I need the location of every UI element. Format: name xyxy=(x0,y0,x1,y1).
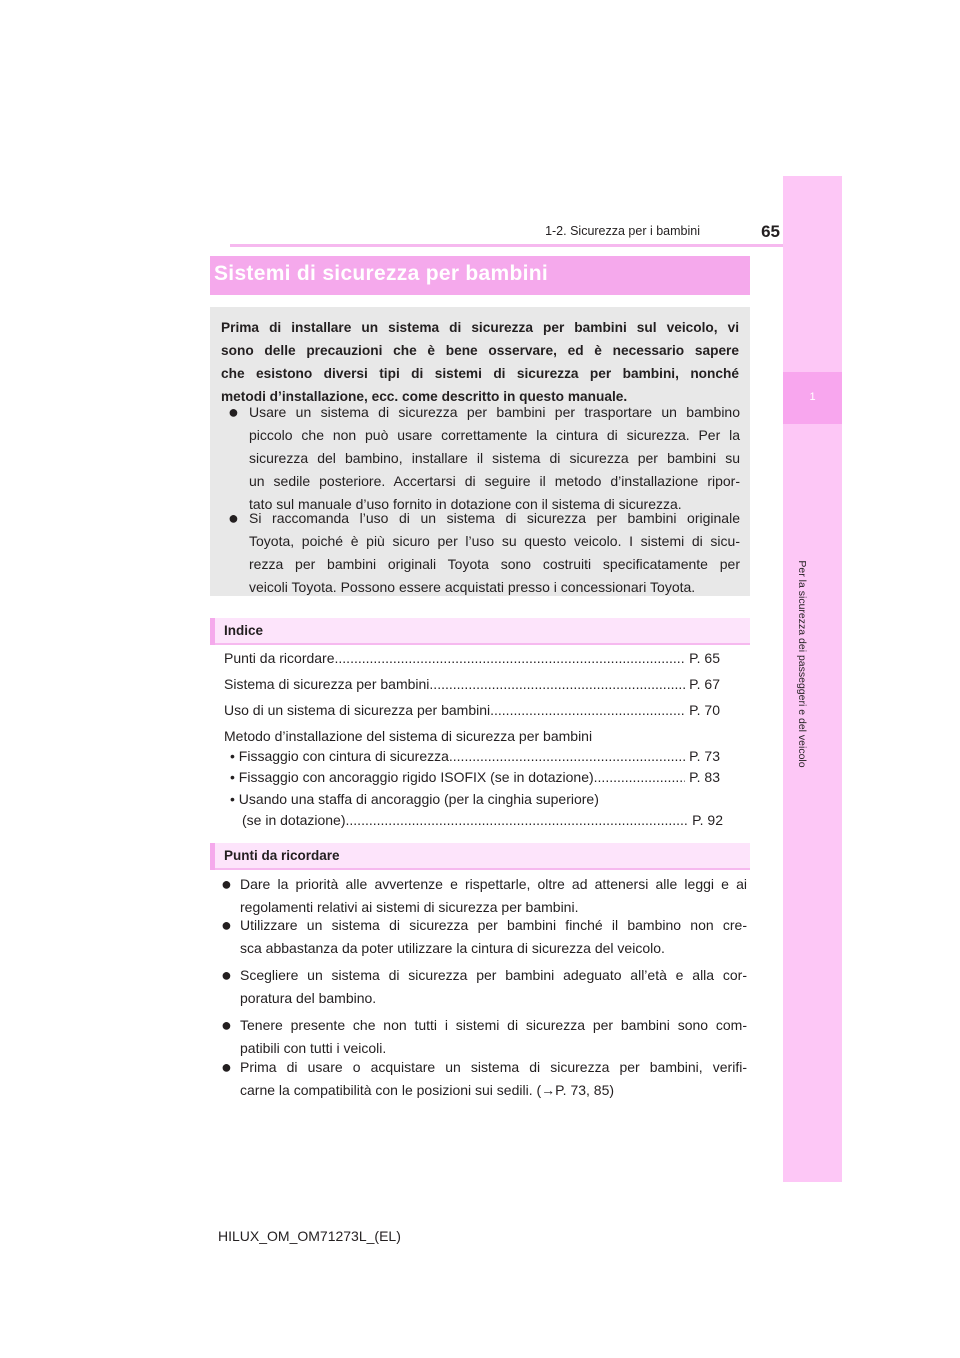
bullet-icon: ● xyxy=(221,915,232,935)
text-line: Tenere presente che non tutti i sistemi di sicurezza per bambini sono com- xyxy=(240,1017,747,1033)
chapter-side-tab xyxy=(783,176,842,1182)
index-entry-page: P. 83 xyxy=(689,769,720,785)
text-line: Prima di usare o acquistare un sistema di sicurezza per bambini, verifi- xyxy=(240,1059,747,1075)
section-heading-points xyxy=(210,843,750,870)
point-item xyxy=(240,1014,747,1060)
index-sub-entry[interactable] xyxy=(230,746,720,766)
index-entry-label: (se in dotazione) xyxy=(242,812,346,828)
index-entry[interactable] xyxy=(224,700,720,720)
index-group-label: Metodo d’installazione del sistema di sicurezza per bambini xyxy=(224,728,593,744)
intro-line: metodi d’installazione, ecc. come descritto in questo manuale. xyxy=(221,389,628,404)
text-line: Toyota, poiché è più sicuro per l’uso su questo veicolo. I sistemi di sicu- xyxy=(249,533,740,549)
heading-marker xyxy=(210,843,215,870)
text-line: piccolo che non può usare correttamente la cintura di sicurezza. Per la xyxy=(249,427,740,443)
bullet-icon: ● xyxy=(221,1057,232,1077)
point-item xyxy=(240,1056,747,1102)
index-sub-entry[interactable] xyxy=(230,767,720,787)
dot-leader xyxy=(490,700,685,720)
text-line: veicoli Toyota. Possono essere acquistati presso i concessionari Toyota. xyxy=(249,579,696,595)
index-entry-label: Sistema di sicurezza per bambini xyxy=(224,676,430,692)
text-line: regolamenti relativi ai sistemi di sicurezza per bambini. xyxy=(240,899,579,915)
text-line: tato sul manuale d’uso fornito in dotazione con il sistema di sicurezza. xyxy=(249,496,682,512)
page-number: 65 xyxy=(761,222,780,241)
dot-leader xyxy=(449,746,685,766)
bullet-icon: ● xyxy=(221,1015,232,1035)
index-entry-label: • Fissaggio con cintura di sicurezza xyxy=(230,748,449,764)
index-entry-label: Punti da ricordare xyxy=(224,650,335,666)
index-entry-page: P. 70 xyxy=(689,702,720,718)
chapter-number: 1 xyxy=(809,391,816,403)
heading-marker xyxy=(210,618,215,645)
text-line: un sedile posteriore. Accertarsi di seguire il metodo d’installazione ripor- xyxy=(249,473,740,489)
text-line: sicurezza del bambino, installare il sistema di sicurezza per bambini su xyxy=(249,450,740,466)
index-entry-page: P. 73 xyxy=(689,748,720,764)
text-line: rezza per bambini originali Toyota sono costruiti specificatamente per xyxy=(249,556,740,572)
text-line: poratura del bambino. xyxy=(240,990,377,1006)
section-reference: 1-2. Sicurezza per i bambini xyxy=(545,224,700,238)
text-line: patibili con tutti i veicoli. xyxy=(240,1040,387,1056)
point-item xyxy=(240,964,747,1010)
text-line: Scegliere un sistema di sicurezza per bambini adeguato all’età e alla cor- xyxy=(240,967,747,983)
text-line: Si raccomanda l’uso di un sistema di sicurezza per bambini originale xyxy=(249,510,740,526)
index-entry-page: P. 67 xyxy=(689,676,720,692)
header-divider xyxy=(230,244,842,247)
section-heading-text: Indice xyxy=(224,623,264,638)
text-line: carne la compatibilità con le posizioni sui sedili. (→P. 73, 85) xyxy=(240,1082,615,1098)
bullet-icon: ● xyxy=(228,508,239,528)
bullet-icon: ● xyxy=(228,402,239,422)
index-sub-entry[interactable] xyxy=(242,810,723,830)
index-entry[interactable] xyxy=(224,648,720,668)
page-title: Sistemi di sicurezza per bambini xyxy=(214,262,549,285)
text-line: Utilizzare un sistema di sicurezza per bambini finché il bambino non cre- xyxy=(240,917,747,933)
intro-line: Prima di installare un sistema di sicurezza per bambini sul veicolo, vi xyxy=(221,320,739,335)
point-item xyxy=(240,914,747,960)
dot-leader xyxy=(429,674,685,694)
intro-paragraph xyxy=(221,316,739,408)
point-item xyxy=(240,873,747,919)
index-entry-label: Uso di un sistema di sicurezza per bambini xyxy=(224,702,491,718)
text-line: Dare la priorità alle avvertenze e rispettarle, oltre ad attenersi alle leggi e ai xyxy=(240,876,747,892)
bullet-icon: ● xyxy=(221,874,232,894)
index-entry-page: P. 92 xyxy=(692,812,723,828)
intro-bullet-item xyxy=(249,507,740,599)
intro-bullet-item xyxy=(249,401,740,516)
text-line: sca abbastanza da poter utilizzare la cintura di sicurezza del veicolo. xyxy=(240,940,665,956)
dot-leader xyxy=(594,767,685,787)
intro-line: sono delle precauzioni che è bene osservare, ed è necessario sapere xyxy=(221,343,739,358)
index-entry[interactable] xyxy=(224,674,720,694)
chapter-title-text: Per la sicurezza dei passeggeri e del veicolo xyxy=(796,560,808,768)
dot-leader xyxy=(346,810,689,830)
index-entry-label: • Fissaggio con ancoraggio rigido ISOFIX (se in dotazione) xyxy=(230,769,594,785)
index-entry-page: P. 65 xyxy=(689,650,720,666)
intro-line: che esistono diversi tipi di sistemi di sicurezza per bambini, nonché xyxy=(221,366,739,381)
bullet-icon: ● xyxy=(221,965,232,985)
section-heading-text: Punti da ricordare xyxy=(224,848,340,863)
text-line: Usare un sistema di sicurezza per bambini per trasportare un bambino xyxy=(249,404,740,420)
dot-leader xyxy=(335,648,686,668)
index-entry-label[interactable]: • Usando una staffa di ancoraggio (per la cinghia superiore) xyxy=(230,791,599,807)
section-heading-index xyxy=(210,618,750,645)
document-code: HILUX_OM_OM71273L_(EL) xyxy=(218,1228,401,1244)
